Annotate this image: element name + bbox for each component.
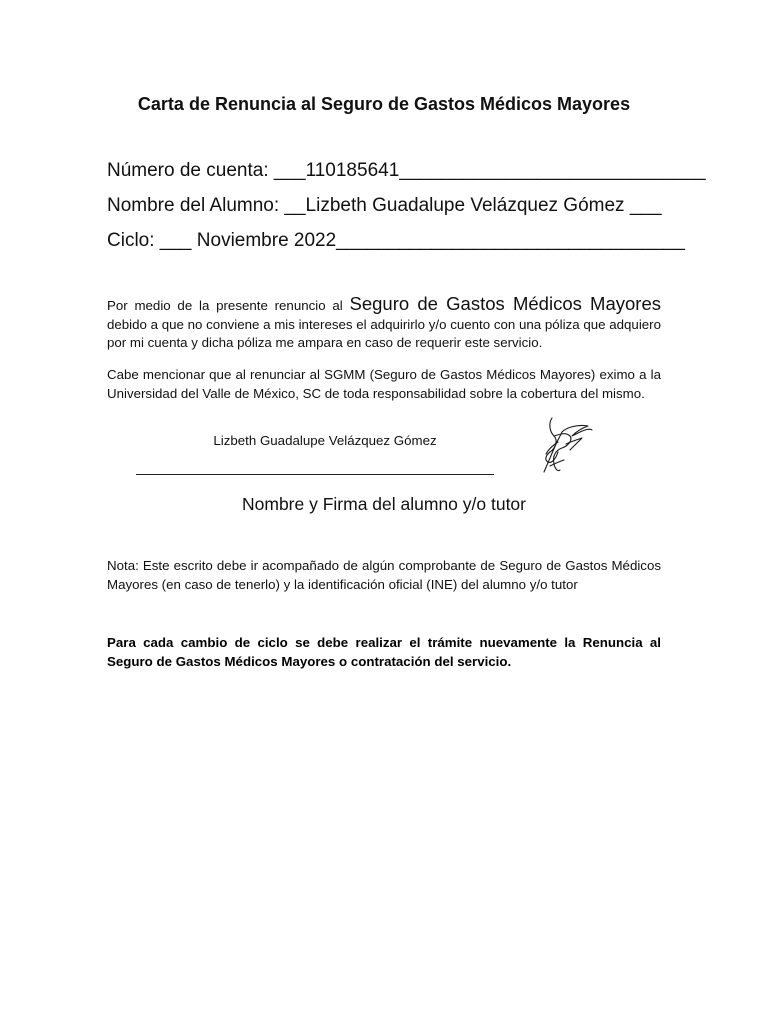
student-name-field bbox=[107, 194, 662, 218]
student-name-value: __Lizbeth Guadalupe Velázquez Gómez ___ bbox=[284, 195, 662, 216]
liability-paragraph: Cabe mencionar que al renunciar al SGMM (Seguro de Gastos Médicos Mayores) eximo a la Universidad del Valle de México, SC de toda responsabilidad sobre la cobertura del mismo. bbox=[107, 367, 661, 401]
renunciation-paragraph bbox=[107, 293, 661, 353]
signature-label: Nombre y Firma del alumno y/o tutor bbox=[242, 494, 526, 514]
note-paragraph: Nota: Este escrito debe ir acompañado de algún comprobante de Seguro de Gastos Médicos Mayores (en caso de tenerlo) y la identificación oficial (INE) del alumno y/o tutor bbox=[107, 558, 661, 592]
handwritten-signature-icon bbox=[536, 414, 596, 476]
bold-notice-paragraph: Para cada cambio de ciclo se debe realizar el trámite nuevamente la Renuncia al Seguro de Gastos Médicos Mayores o contratación del servicio. bbox=[107, 635, 661, 669]
signature-line bbox=[136, 474, 494, 475]
cycle-label: Ciclo: bbox=[107, 230, 160, 251]
signer-name: Lizbeth Guadalupe Velázquez Gómez bbox=[213, 433, 437, 448]
cycle-value: ___ Noviembre 2022_________________________________ bbox=[159, 230, 685, 251]
student-name-label: Nombre del Alumno: bbox=[107, 195, 285, 216]
renunciation-rest: debido a que no conviene a mis intereses el adquirirlo y/o cuento con una póliza que adquiero por mi cuenta y dicha póliza me ampara en caso de requerir este servicio. bbox=[107, 316, 661, 350]
cycle-field bbox=[107, 229, 685, 253]
account-number-field bbox=[107, 159, 706, 183]
insurance-name-emphasis: Seguro de Gastos Médicos Mayores bbox=[349, 293, 661, 314]
account-number-value: ___110185641_____________________________ bbox=[273, 160, 706, 181]
account-number-label: Número de cuenta: bbox=[107, 160, 274, 181]
renunciation-lead: Por medio de la presente renuncio al bbox=[107, 298, 350, 313]
document-title: Carta de Renuncia al Seguro de Gastos Médicos Mayores bbox=[137, 94, 631, 114]
